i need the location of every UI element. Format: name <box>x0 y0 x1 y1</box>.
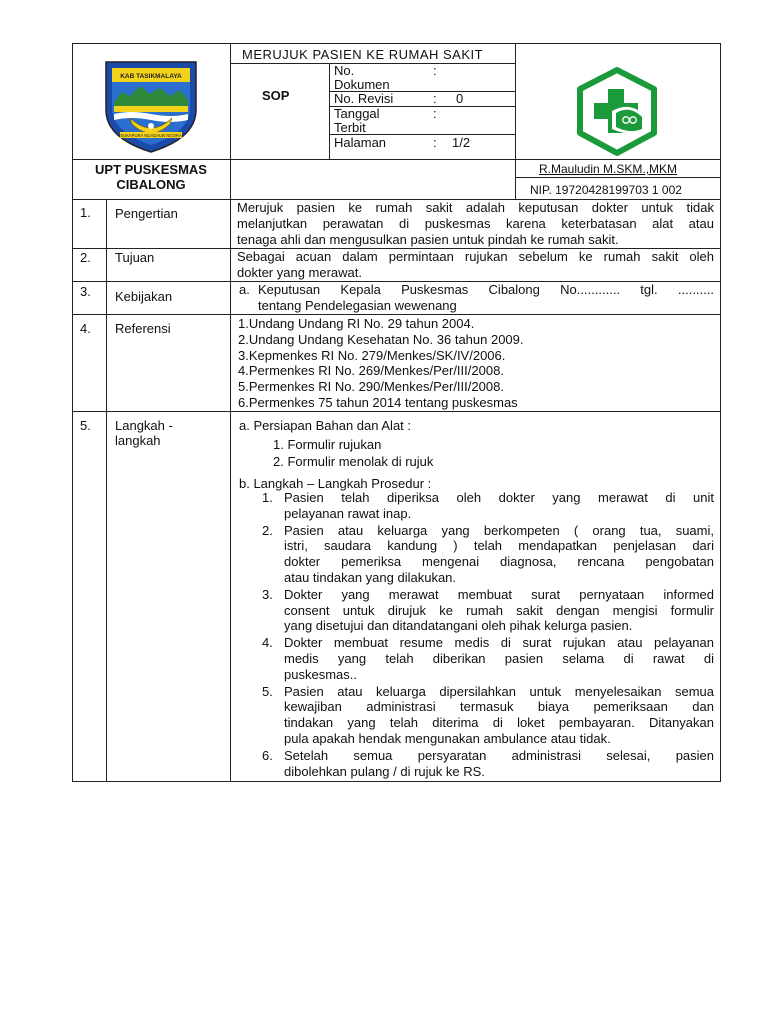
step-number: 5. <box>262 683 273 699</box>
list-item: 1. Formulir rujukan <box>273 437 382 452</box>
text-line: Keputusan Kepala Puskesmas Cibalong No............ tgl. .......... <box>258 282 714 297</box>
text-line: Dokter yang merawat membuat surat pernyataan informed <box>284 586 714 602</box>
section-kebijakan-text <box>258 282 714 314</box>
section-label: langkah <box>115 433 161 448</box>
section-label: Referensi <box>115 321 171 336</box>
text-line: Sebagai acuan dalam permintaan rujukan sebelum ke rumah sakit oleh <box>237 249 714 264</box>
step-number: 6. <box>262 747 273 763</box>
list-item: 3.Kepmenkes RI No. 279/Menkes/SK/IV/2006. <box>238 347 506 363</box>
section-label: Tujuan <box>115 250 155 265</box>
field-label: No. Revisi <box>334 91 394 106</box>
text-line: tenaga ahli dan mengusulkan pasien untuk pindah ke rumah sakit. <box>237 232 619 247</box>
list-item: 2. Formulir menolak di rujuk <box>273 454 434 469</box>
field-sep: : <box>433 106 437 121</box>
field-sep: : <box>433 135 437 150</box>
section-number: 1. <box>80 205 91 220</box>
text-line: melanjutkan perawatan di puskesmas karena keterbatasan alat atau <box>237 216 714 231</box>
org-name-line2: CIBALONG <box>116 177 186 192</box>
text-line: dokter yang merawat. <box>237 265 363 280</box>
section-referensi-list <box>238 316 524 411</box>
step-number: 1. <box>262 490 273 505</box>
step-number: 2. <box>262 522 273 538</box>
field-sep: : <box>433 91 437 106</box>
text-line: pelayanan rawat inap. <box>284 505 412 521</box>
subsection-b-title: b. Langkah – Langkah Prosedur : <box>239 476 432 491</box>
step-number: 3. <box>262 586 273 602</box>
section-label: Langkah - <box>115 418 173 433</box>
list-item: 2.Undang Undang Kesehatan No. 36 tahun 2009. <box>238 331 524 347</box>
list-item: 6.Permenkes 75 tahun 2014 tentang puskesmas <box>238 394 518 410</box>
section-pengertian-text <box>237 200 714 248</box>
section-number: 4. <box>80 321 91 336</box>
text-line: kewajiban administrasi termasuk biaya pemeriksaan dan <box>284 699 714 715</box>
text-line: Pasien telah diperiksa oleh dokter yang merawat di unit <box>284 490 714 505</box>
section-number: 2. <box>80 250 91 265</box>
text-line: pula apakah hendak mengunakan ambulance atau tidak. <box>284 730 611 746</box>
text-line: consent untuk dirujuk ke rumah sakit dengan mengisi formulir <box>284 602 714 618</box>
text-line: Setelah semua persyaratan administrasi selesai, pasien <box>284 747 714 763</box>
text-line: dibolehkan pulang / di rujuk ke RS. <box>284 763 485 779</box>
sop-label: SOP <box>262 88 290 103</box>
subsection-a-title: a. Persiapan Bahan dan Alat : <box>239 418 412 433</box>
section-number: 5. <box>80 418 91 433</box>
list-item: 1.Undang Undang RI No. 29 tahun 2004. <box>238 316 475 331</box>
puskesmas-logo <box>572 67 662 157</box>
field-label: Tanggal Terbit <box>334 106 380 135</box>
list-item: 4.Permenkes RI No. 269/Menkes/Per/III/2008. <box>238 363 504 379</box>
procedure-step <box>262 635 714 682</box>
text-line: medis yang telah diberikan pasien selama di rawat di <box>284 650 714 666</box>
kab-tasikmalaya-logo <box>100 58 202 154</box>
procedure-step <box>262 490 714 522</box>
text-line: yang disetujui dan ditandatangani oleh pihak kelurga pasien. <box>284 618 633 634</box>
text-line: Pasien atau keluarga dipersilahkan untuk menyelesaikan semua <box>284 683 714 699</box>
text-line: atau tindakan yang dilakukan. <box>284 569 457 585</box>
document-title: MERUJUK PASIEN KE RUMAH SAKIT <box>242 47 484 62</box>
step-number: 4. <box>262 635 273 651</box>
logo-banner: KAB TASIKMALAYA <box>120 73 182 80</box>
field-value: 0 <box>456 91 464 106</box>
signer-nip: NIP. 19720428199703 1 002 <box>530 183 682 197</box>
field-value: 1/2 <box>452 135 471 150</box>
field-sep: : <box>433 63 437 78</box>
text-line: dokter pemeriksa mengenai diagnosa, rencana pengobatan <box>284 554 714 570</box>
procedure-list <box>262 490 714 779</box>
procedure-step <box>262 684 714 747</box>
text-line: tentang Pendelegasian wewenang <box>258 298 457 313</box>
procedure-step <box>262 523 714 586</box>
logo-motto: SUKAPURA NGADAUN NGORA <box>120 133 182 138</box>
procedure-step <box>262 748 714 780</box>
list-prefix: a. <box>239 282 250 297</box>
list-item: 5.Permenkes RI No. 290/Menkes/Per/III/2008. <box>238 379 504 395</box>
section-number: 3. <box>80 284 91 299</box>
section-tujuan-text <box>237 249 714 281</box>
text-line: Dokter membuat resume medis di surat rujukan atau pelayanan <box>284 635 714 651</box>
org-name-line1: UPT PUSKESMAS <box>95 162 207 177</box>
section-label: Pengertian <box>115 206 178 221</box>
text-line: istri, saudara kandung ) telah mendapatkan penjelasan dari <box>284 538 714 554</box>
text-line: tindakan yang telah diterima di loket pembayaran. Ditanyakan <box>284 715 714 731</box>
field-label: No. Dokumen <box>334 63 390 92</box>
signer-name: R.Mauludin M.SKM.,MKM <box>539 162 678 176</box>
text-line: puskesmas.. <box>284 666 357 682</box>
text-line: Pasien atau keluarga yang berkompeten ( orang tua, suami, <box>284 522 714 538</box>
text-line: Merujuk pasien ke rumah sakit adalah keputusan dokter untuk tidak <box>237 200 714 215</box>
procedure-step <box>262 587 714 634</box>
section-label: Kebijakan <box>115 289 173 304</box>
field-label: Halaman <box>334 135 387 150</box>
